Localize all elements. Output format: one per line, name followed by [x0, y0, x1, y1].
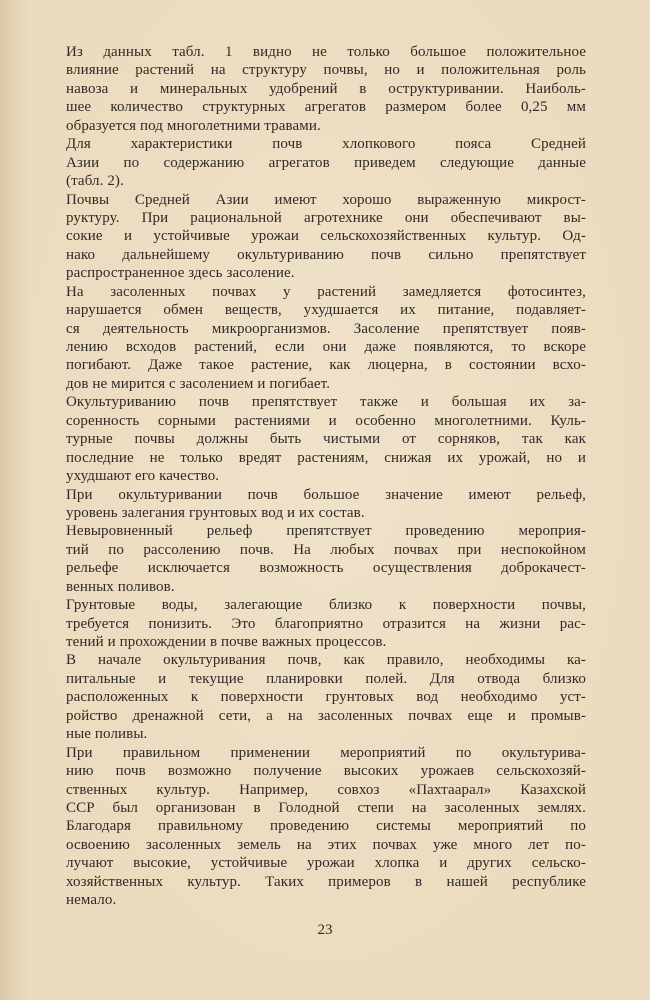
text-line: образуется под многолетними травами. — [66, 117, 321, 134]
text-line: Из данных табл. 1 видно не только большое положительное — [66, 44, 586, 60]
text-line: соренность сорными растениями и особенно многолетними. Куль- — [66, 412, 586, 429]
text-line: ухудшают его качество. — [66, 468, 220, 485]
text-line: погибают. Даже такое растение, как люцерна, в состоянии всхо- — [66, 357, 586, 374]
text-line: хозяйственных культур. Таких примеров в нашей республике — [66, 873, 586, 890]
text-line: ССР был организован в Голодной степи на засоленных землях. — [66, 799, 586, 816]
text-line: распространенное здесь засоление. — [66, 265, 295, 282]
text-line: Окультуриванию почв препятствует также и большая их за- — [66, 394, 586, 411]
text-line: (табл. 2). — [66, 173, 124, 190]
text-line: влияние растений на структуру почвы, но и положительная роль — [66, 62, 586, 79]
text-line: нарушается обмен веществ, ухудшается их питание, подавляет- — [66, 302, 586, 319]
text-line: последние не только вредят растениям, снижая их урожай, но и — [66, 449, 586, 466]
text-line: тий по рассолению почв. На любых почвах при неспокойном — [66, 541, 586, 558]
text-line: навоза и минеральных удобрений в оструктуривании. Наиболь- — [66, 80, 586, 97]
text-line: ся деятельность микроорганизмов. Засоление препятствует появ- — [66, 320, 586, 337]
text-line: Грунтовые воды, залегающие близко к поверхности почвы, — [66, 597, 586, 614]
text-line: ные поливы. — [66, 726, 148, 743]
text-line: При правильном применении мероприятий по окультурива- — [66, 744, 586, 761]
text-line: расположенных к поверхности грунтовых вод необходимо уст- — [66, 689, 586, 706]
text-line: Невыровненный рельеф препятствует проведению мероприя- — [66, 523, 586, 540]
text-line: нако дальнейшему окультуриванию почв сильно препятствует — [66, 246, 586, 263]
text-line: Азии по содержанию агрегатов приведем следующие данные — [66, 154, 586, 171]
text-line: При окультуривании почв большое значение имеют рельеф, — [66, 486, 586, 503]
text-line: Для характеристики почв хлопкового пояса Средней — [66, 136, 586, 153]
text-line: питальные и текущие планировки полей. Для отвода близко — [66, 670, 586, 687]
text-line: сокие и устойчивые урожаи сельскохозяйственных культур. Од- — [66, 228, 586, 245]
text-line: руктуру. При рациональной агротехнике они обеспечивают вы- — [66, 209, 586, 226]
text-line: дов не мирится с засолением и погибает. — [66, 375, 331, 392]
text-line: лению всходов растений, если они даже появляются, то вскоре — [66, 339, 586, 355]
text-line: лучают высокие, устойчивые урожаи хлопка и других сельско- — [66, 855, 586, 872]
body-text — [66, 43, 586, 910]
text-line: требуется понизить. Это благоприятно отразится на жизни рас- — [66, 615, 586, 632]
text-line: ственных культур. Например, совхоз «Пахтаарал» Казахской — [66, 781, 586, 798]
text-line: тений и прохождении в почве важных процессов. — [66, 634, 387, 650]
text-line: венных поливов. — [66, 578, 175, 595]
text-line: На засоленных почвах у растений замедляется фотосинтез, — [66, 283, 586, 300]
page-number: 23 — [317, 922, 333, 938]
text-line: В начале окультуривания почв, как правило, необходимы ка- — [66, 652, 586, 669]
text-line: нию почв возможно получение высоких урожаев сельскохозяй- — [66, 763, 586, 780]
text-line: турные почвы должны быть чистыми от сорняков, так как — [66, 431, 586, 448]
text-line: рельефе исключается возможность осуществления доброкачест- — [66, 560, 586, 577]
text-line: Благодаря правильному проведению системы мероприятий по — [66, 818, 586, 835]
text-line: Почвы Средней Азии имеют хорошо выраженную микрост- — [66, 191, 586, 208]
text-line: ройство дренажной сети, а на засоленных почвах еще и промыв- — [66, 707, 586, 724]
page-edge-shadow — [0, 0, 28, 1000]
text-line: шее количество структурных агрегатов размером более 0,25 мм — [66, 99, 586, 116]
text-line: освоению засоленных земель на этих почвах уже много лет по- — [66, 836, 586, 853]
text-line: немало. — [66, 892, 117, 909]
text-line: уровень залегания грунтовых вод и их состав. — [66, 504, 365, 521]
